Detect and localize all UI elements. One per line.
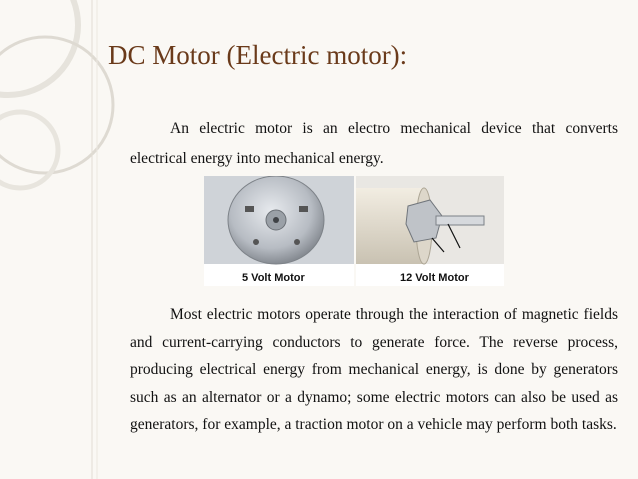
five-volt-motor-photo: [204, 176, 354, 286]
twelve-volt-motor-photo: [356, 176, 504, 286]
slide-title: DC Motor (Electric motor):: [108, 40, 408, 70]
five-volt-motor-caption: 5 Volt Motor: [242, 272, 305, 284]
details-paragraph: Most electric motors operate through the interaction of magnetic fields and current-carrying conductors to generate force. The reverse process, producing electrical energy from mechanical energy, is done by generators such as an alternator or a dynamo; some electric motors can also be used as generators, for example, a traction motor on a vehicle may perform both tasks.: [130, 306, 618, 433]
intro-paragraph: An electric motor is an electro mechanical device that converts electrical energy into mechanical energy.: [130, 120, 618, 167]
twelve-volt-motor-caption: 12 Volt Motor: [400, 272, 469, 284]
motor-photos: [204, 176, 604, 286]
